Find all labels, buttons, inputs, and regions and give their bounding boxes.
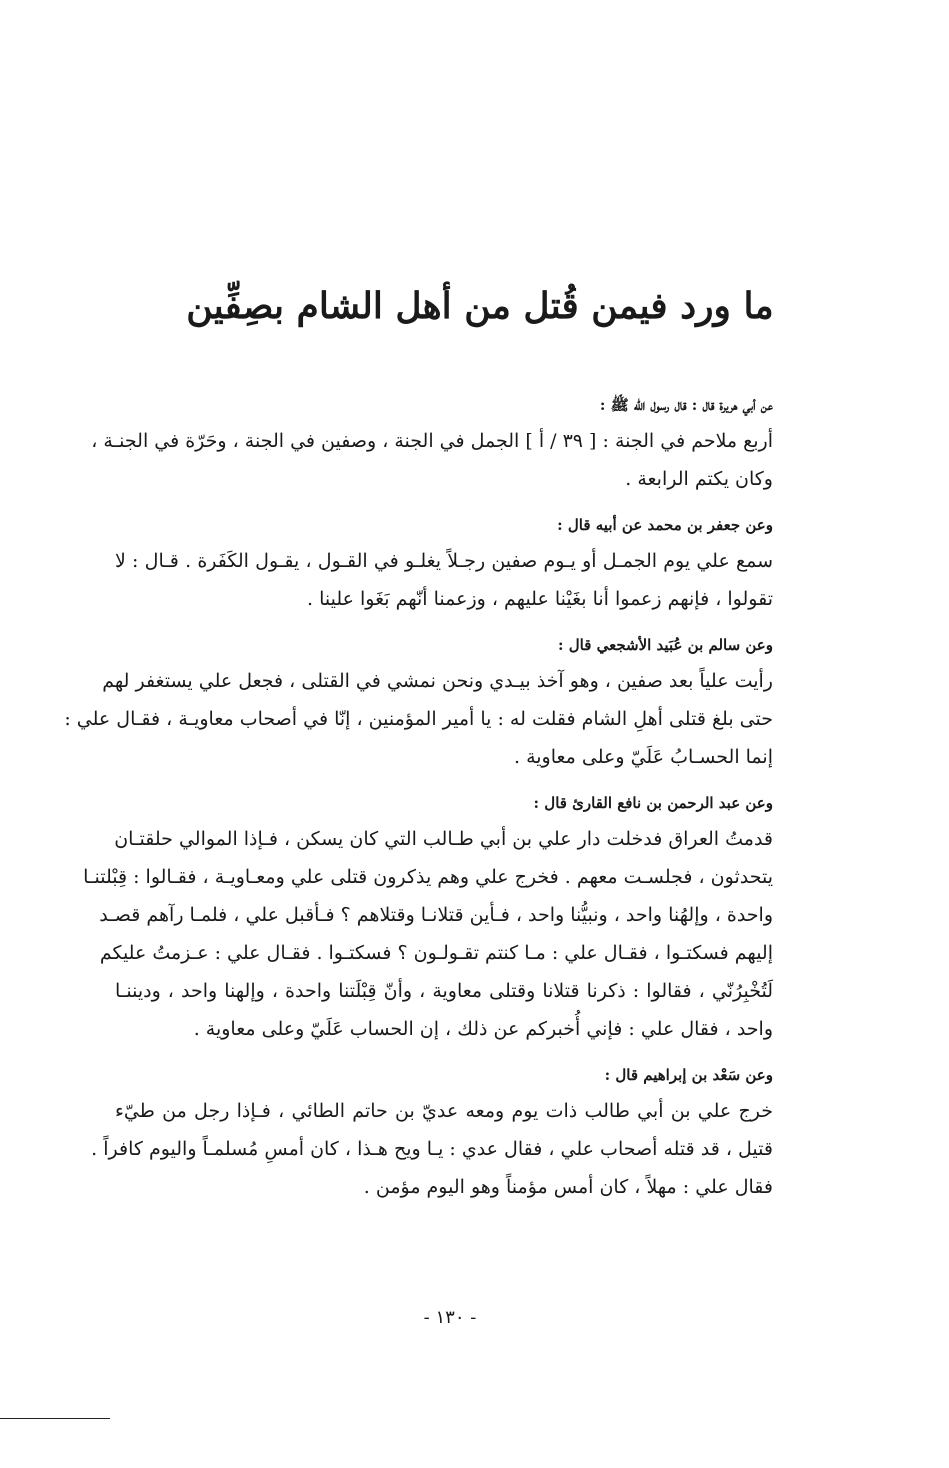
text-line: يتحدثون ، فجلسـت معهم . فخرج علي وهم يذكرون قتلى علي ومعـاويـة ، فقـالوا : قِبْلتنـا: [83, 866, 773, 888]
text-line: خرج علي بن أبي طالب ذات يوم ومعه عديّ بن حاتم الطائي ، فـإذا رجل من طيّء: [115, 1100, 773, 1122]
hadith-text: [91, 1092, 773, 1206]
hadith-section-5: [91, 1062, 773, 1206]
hadith-text: [115, 542, 773, 618]
hadith-text: [83, 820, 773, 1048]
narration-chain: وعن جعفر بن محمد عن أبيه قال :: [557, 516, 773, 534]
text-line: وكان يكتم الرابعة .: [625, 468, 773, 490]
text-line: حتى بلغ قتلى أهلِ الشام فقلت له : يا أمير المؤمنين ، إنّا في أصحاب معاويـة ، فقـال علي :: [64, 708, 773, 730]
hadith-section-4: [83, 790, 773, 1048]
page-body: [64, 392, 773, 1220]
text-line: إليهم فسكتـوا ، فقـال علي : مـا كنتم تقـولـون ؟ فسكتـوا . فقـال علي : عـزمتُ عليكم: [99, 942, 773, 964]
narration-chain: وعن عبد الرحمن بن نافع القارئ قال :: [533, 794, 773, 812]
text-line: واحدة ، وإلهُنا واحد ، ونبيُّنا واحد ، فـأين قتلانـا وقتلاهم ؟ فـأقبل علي ، فلمـا رآهم قصـد: [99, 904, 773, 926]
text-line: فقال علي : مهلاً ، كان أمس مؤمناً وهو اليوم مؤمن .: [363, 1176, 773, 1198]
text-line: قتيل ، قد قتله أصحاب علي ، فقال عدي : يـا ويح هـذا ، كان أمسِ مُسلمـاً واليوم كافراً .: [91, 1138, 773, 1160]
footnote-divider: [0, 1418, 110, 1419]
hadith-text: [91, 422, 773, 498]
narration-chain: عن أبي هريرة قال : قال رسول الله ﷺ :: [599, 396, 773, 414]
text-line: لَتُخْبِرُنّي ، فقالوا : ذكرنا قتلانا وقتلى معاوية ، وأنّ قِبْلَتنا واحدة ، وإلهنا واحد ، وديننـا: [115, 980, 773, 1002]
hadith-section-2: [115, 512, 773, 618]
narration-chain: وعن سَعْد بن إبراهيم قال :: [604, 1066, 773, 1084]
text-line: تقولوا ، فإنهم زعموا أنا بغَيْنا عليهم ، وزعمنا أنّهم بَغَوا علينا .: [307, 588, 773, 610]
text-line: إنما الحسـابُ عَلَيّ وعلى معاوية .: [514, 746, 773, 768]
hadith-section-3: [64, 632, 773, 776]
text-line: أربع ملاحم في الجنة : [ ٣٩ / أ ] الجمل في الجنة ، وصفين في الجنة ، وحَرّة في الجنـة ،: [91, 430, 773, 452]
text-line: واحد ، فقال علي : فإني أُخبركم عن ذلك ، إن الحساب عَلَيّ وعلى معاوية .: [193, 1018, 773, 1040]
text-line: رأيت علياً بعد صفين ، وهو آخذ بيـدي ونحن نمشي في القتلى ، فجعل علي يستغفر لهم: [102, 670, 773, 692]
hadith-section-1: [91, 392, 773, 498]
text-line: سمع علي يوم الجمـل أو يـوم صفين رجـلاً يغلـو في القـول ، يقـول الكَفَرة . قـال : لا: [115, 550, 773, 572]
chapter-title: ما ورد فيمن قُتل من أهل الشام بصِفِّين: [186, 285, 774, 327]
text-line: قدمتُ العراق فدخلت دار علي بن أبي طـالب التي كان يسكن ، فـإذا الموالي حلقتـان: [114, 828, 773, 850]
hadith-text: [64, 662, 773, 776]
page-number: - ١٣٠ -: [423, 1307, 477, 1328]
narration-chain: وعن سالم بن عُبَيد الأشجعي قال :: [558, 636, 773, 654]
